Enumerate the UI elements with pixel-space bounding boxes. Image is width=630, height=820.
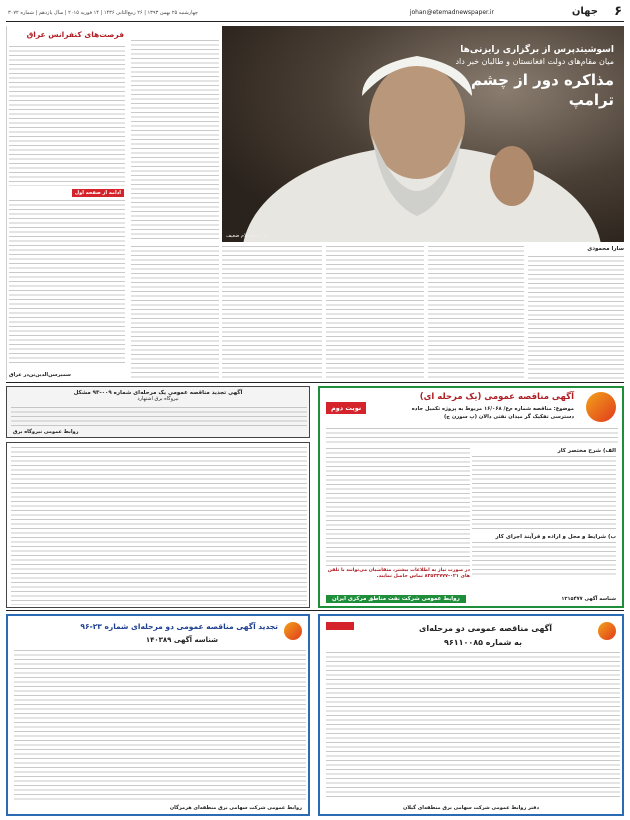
tender-green-note: در صورت نیاز به اطلاعات بیشتر، متقاضیان می‌توانند با تلفن های ۰۲۱-۸۳۵۲۳۷۷۷ تماس حاصل نمایند. — [327, 568, 470, 579]
blue-right-badge — [326, 622, 354, 630]
left-column — [6, 26, 126, 380]
tender-green-footer: روابط عمومی شرکت نفت مناطق مرکزی ایران — [326, 595, 466, 603]
tender-green-section-b: ب) شرایط و محل و اراده و فرآیند اجرای کار — [495, 534, 616, 540]
report-body-col-1 — [528, 256, 624, 380]
left-column-title: فرصت‌های کنفرانس عراق — [26, 30, 124, 39]
tender-blue-left-footer: روابط عمومی شرکت سهامی برق منطقه‌ای هرمزگان — [169, 805, 302, 811]
gilan-power-logo-icon — [598, 622, 616, 640]
report-byline: سارا محمودی — [587, 246, 624, 252]
section-title: جهان — [571, 6, 598, 17]
lead-photo — [222, 26, 624, 242]
tender-green-col-right — [472, 456, 616, 532]
tender-blue-right-box — [318, 614, 624, 816]
tender-green-col-left — [326, 448, 470, 566]
notice-line-1: آگهی تجدید مناقصه عمومی یک مرحله‌ای شماره ۰۰۹-۹۳ مشکل — [73, 390, 243, 396]
tender-blue-right-subtitle: به شماره ۹۶۱۱۰۰۸۵ — [443, 638, 522, 647]
report-body-col-2 — [428, 246, 524, 380]
notice-line-2: نیروگاه برق اشتهارد — [137, 396, 179, 402]
left-column-author: سمیرسن‌الدین‌بن‌در عراق — [9, 372, 71, 378]
photo-caption: ملا عبدالسلام ضعیف — [226, 233, 269, 239]
tender-green-code: شناسه آگهی ۱۳۱۵۴۷۷ — [561, 596, 616, 602]
notice-mid-left — [6, 442, 310, 608]
report-subtitle-2: میان مقام‌های دولت افغانستان و طالبان خبر داد — [455, 57, 614, 66]
tender-green-col-right-2 — [472, 542, 616, 576]
tender-blue-left-title: تجدید آگهی مناقصه عمومی دو مرحله‌ای شماره ۲۳-۹۶ — [80, 622, 278, 631]
power-company-logo-icon — [284, 622, 302, 640]
report-body-col-5 — [131, 246, 219, 380]
tender-blue-left-subtitle: شناسه آگهی ۱۴۰۳۸۹ — [145, 636, 218, 644]
left-column-text-2 — [9, 200, 125, 366]
tender-blue-right-body — [326, 652, 620, 800]
tender-green-section-a: الف) شرح مختصر کار — [557, 448, 616, 454]
tender-green-detail-1: موضوع: مناقصه شماره م‌ع/ ۱۶/۰۶۸ مربوط به پروژه تکمیل جاده — [411, 406, 574, 412]
round-badge: نوبت دوم — [326, 402, 366, 414]
page-header — [6, 4, 624, 22]
tender-green-box — [318, 386, 624, 608]
website-link[interactable]: johan@etemadnewspaper.ir — [409, 9, 494, 16]
left-column-text — [9, 46, 125, 186]
dateline: چهارشنبه ۲۵ بهمن ۱۳۹۳ | ۲۶ ربیع‌الثانی ۱۴۳۶ | ۱۴ فوریه ۲۰۱۵ | سال یازدهم | شماره ۳۰۷۲ — [8, 10, 198, 16]
tender-blue-right-footer: دفتر روابط عمومی شرکت سهامی برق منطقه‌ای گیلان — [402, 805, 540, 811]
report-body-col-3 — [326, 246, 424, 380]
report-subtitle-1: اسوشیتدپرس از برگزاری رایزنی‌ها — [460, 45, 614, 55]
tender-blue-right-title: آگهی مناقصه عمومی دو مرحله‌ای — [419, 624, 552, 633]
notice-sign-off: روابط عمومی نیروگاه برق — [13, 429, 79, 435]
notice-top-left — [6, 386, 310, 438]
tender-blue-left-box — [6, 614, 310, 816]
page-number: ۶ — [614, 4, 622, 19]
report-intro-text — [131, 40, 219, 240]
tender-green-detail-2: دسترسی تفکیک گر میدان نفتی دالان (پ سورن ج) — [443, 414, 574, 420]
tender-green-title: آگهی مناقصه عمومی (یک مرحله ای) — [419, 392, 574, 402]
tender-blue-left-body — [14, 650, 306, 800]
report-body-col-4 — [222, 246, 322, 380]
continuation-label: ادامه از صفحه اول — [72, 189, 124, 197]
report-headline: مذاکره دور از چشم ترامپ — [471, 71, 614, 109]
oil-company-logo-icon — [586, 392, 616, 422]
tender-green-intro — [326, 428, 618, 446]
